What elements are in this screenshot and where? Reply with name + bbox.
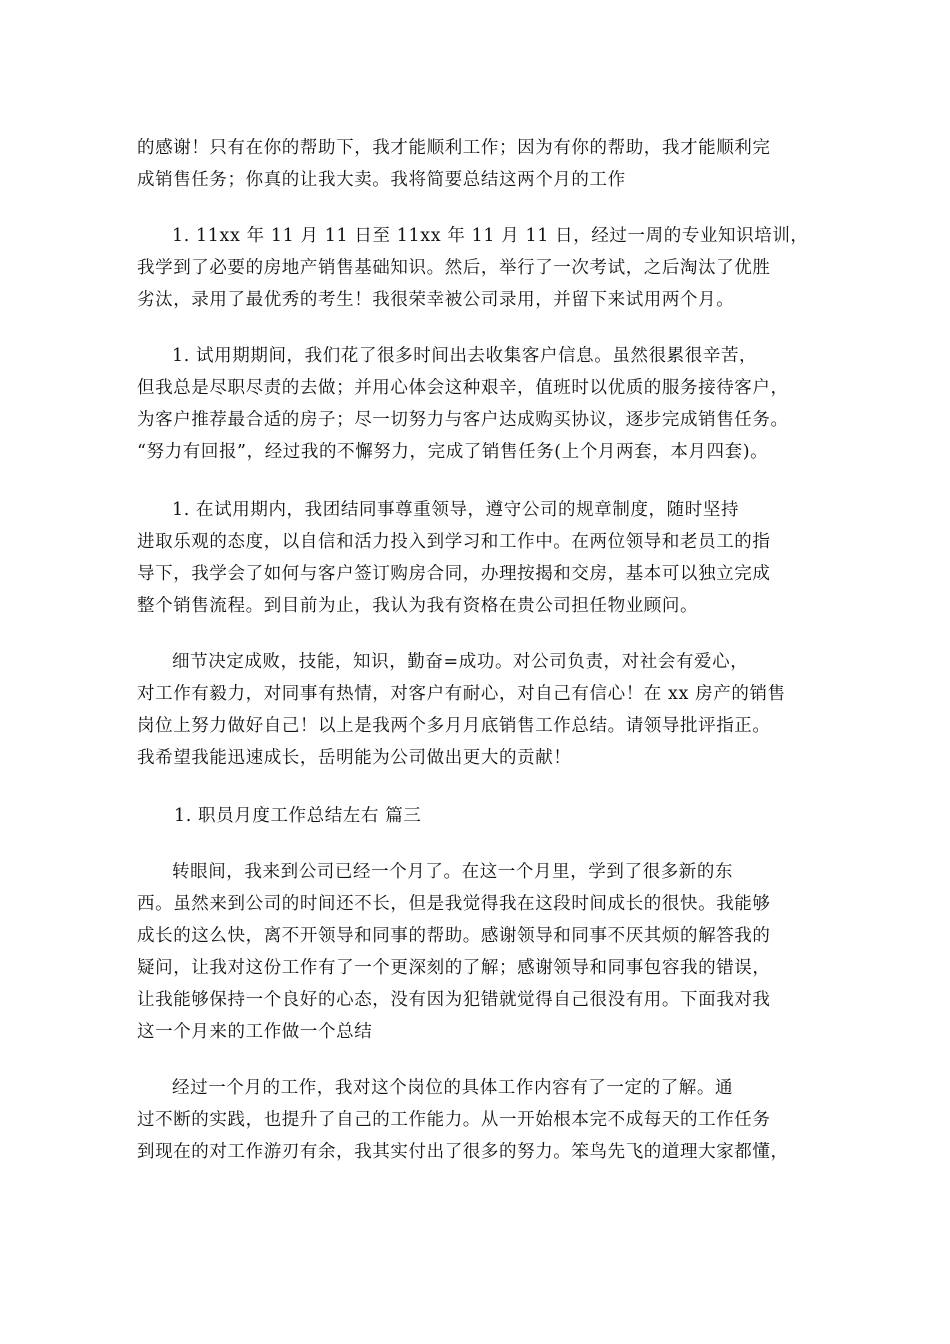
text-line: 1. 试用期期间，我们花了很多时间出去收集客户信息。虽然很累很辛苦， [172,346,758,366]
text-line: 让我能够保持一个良好的心态，没有因为犯错就觉得自己很没有用。下面我对我 [137,990,771,1010]
text-line: 转眼间，我来到公司已经一个月了。在这一个月里，学到了很多新的东 [172,862,734,882]
text-line: 劣汰，录用了最优秀的考生！我很荣幸被公司录用，并留下来试用两个月。 [137,290,735,310]
section-heading [174,800,421,832]
text-line: 到现在的对工作游刃有余，我其实付出了很多的努力。笨鸟先飞的道理大家都懂， [137,1142,789,1162]
text-line: 1. 职员月度工作总结左右 篇三 [174,806,422,826]
paragraph-probation [137,340,789,468]
text-line: 西。虽然来到公司的时间还不长，但是我觉得我在这段时间成长的很快。我能够 [137,894,771,914]
text-line: 岗位上努力做好自己！以上是我两个多月月底销售工作总结。请领导批评指正。 [137,716,771,736]
text-line: 经过一个月的工作，我对这个岗位的具体工作内容有了一定的了解。通 [172,1078,734,1098]
paragraph-one-month [137,856,771,1048]
text-line: 成长的这么快，离不开领导和同事的帮助。感谢领导和同事不厌其烦的解答我的 [137,926,771,946]
paragraph-teamwork [137,494,771,622]
text-line: “努力有回报”，经过我的不懈努力，完成了销售任务(上个月两套，本月四套)。 [137,442,769,462]
text-line: 的感谢！只有在你的帮助下，我才能顺利工作；因为有你的帮助，我才能顺利完 [137,138,771,158]
text-line: 1. 在试用期内，我团结同事尊重领导，遵守公司的规章制度，随时坚持 [172,500,740,520]
text-line: 整个销售流程。到目前为止，我认为我有资格在贵公司担任物业顾问。 [137,596,699,616]
paragraph-continuation [137,132,771,196]
text-line: 过不断的实践，也提升了自己的工作能力。从一开始根本完不成每天的工作任务 [137,1110,771,1130]
text-line: 进取乐观的态度，以自信和活力投入到学习和工作中。在两位领导和老员工的指 [137,532,771,552]
text-line: 1. 11xx 年 11 月 11 日至 11xx 年 11 月 11 日，经过一周的专业知识培训， [172,226,809,246]
text-line: 这一个月来的工作做一个总结 [137,1022,373,1042]
text-line: 对工作有毅力，对同事有热情，对客户有耐心，对自己有信心！在 xx 房产的销售 [137,684,786,704]
text-line: 但我总是尽职尽责的去做；并用心体会这种艰辛，值班时以优质的服务接待客户， [137,378,789,398]
text-line: 疑问，让我对这份工作有了一个更深刻的了解；感谢领导和同事包容我的错误， [137,958,771,978]
paragraph-conclusion [137,646,786,774]
text-line: 我学到了必要的房地产销售基础知识。然后，举行了一次考试，之后淘汰了优胜 [137,258,771,278]
text-line: 导下，我学会了如何与客户签订购房合同，办理按揭和交房，基本可以独立完成 [137,564,771,584]
text-line: 我希望我能迅速成长，岳明能为公司做出更大的贡献！ [137,748,572,768]
text-line: 成销售任务；你真的让我大卖。我将简要总结这两个月的工作 [137,170,626,190]
text-line: 为客户推荐最合适的房子；尽一切努力与客户达成购买协议，逐步完成销售任务。 [137,410,789,430]
paragraph-training [137,220,809,316]
text-line: 细节决定成败，技能，知识，勤奋=成功。对公司负责，对社会有爱心， [172,652,749,672]
paragraph-work-progress [137,1072,789,1168]
